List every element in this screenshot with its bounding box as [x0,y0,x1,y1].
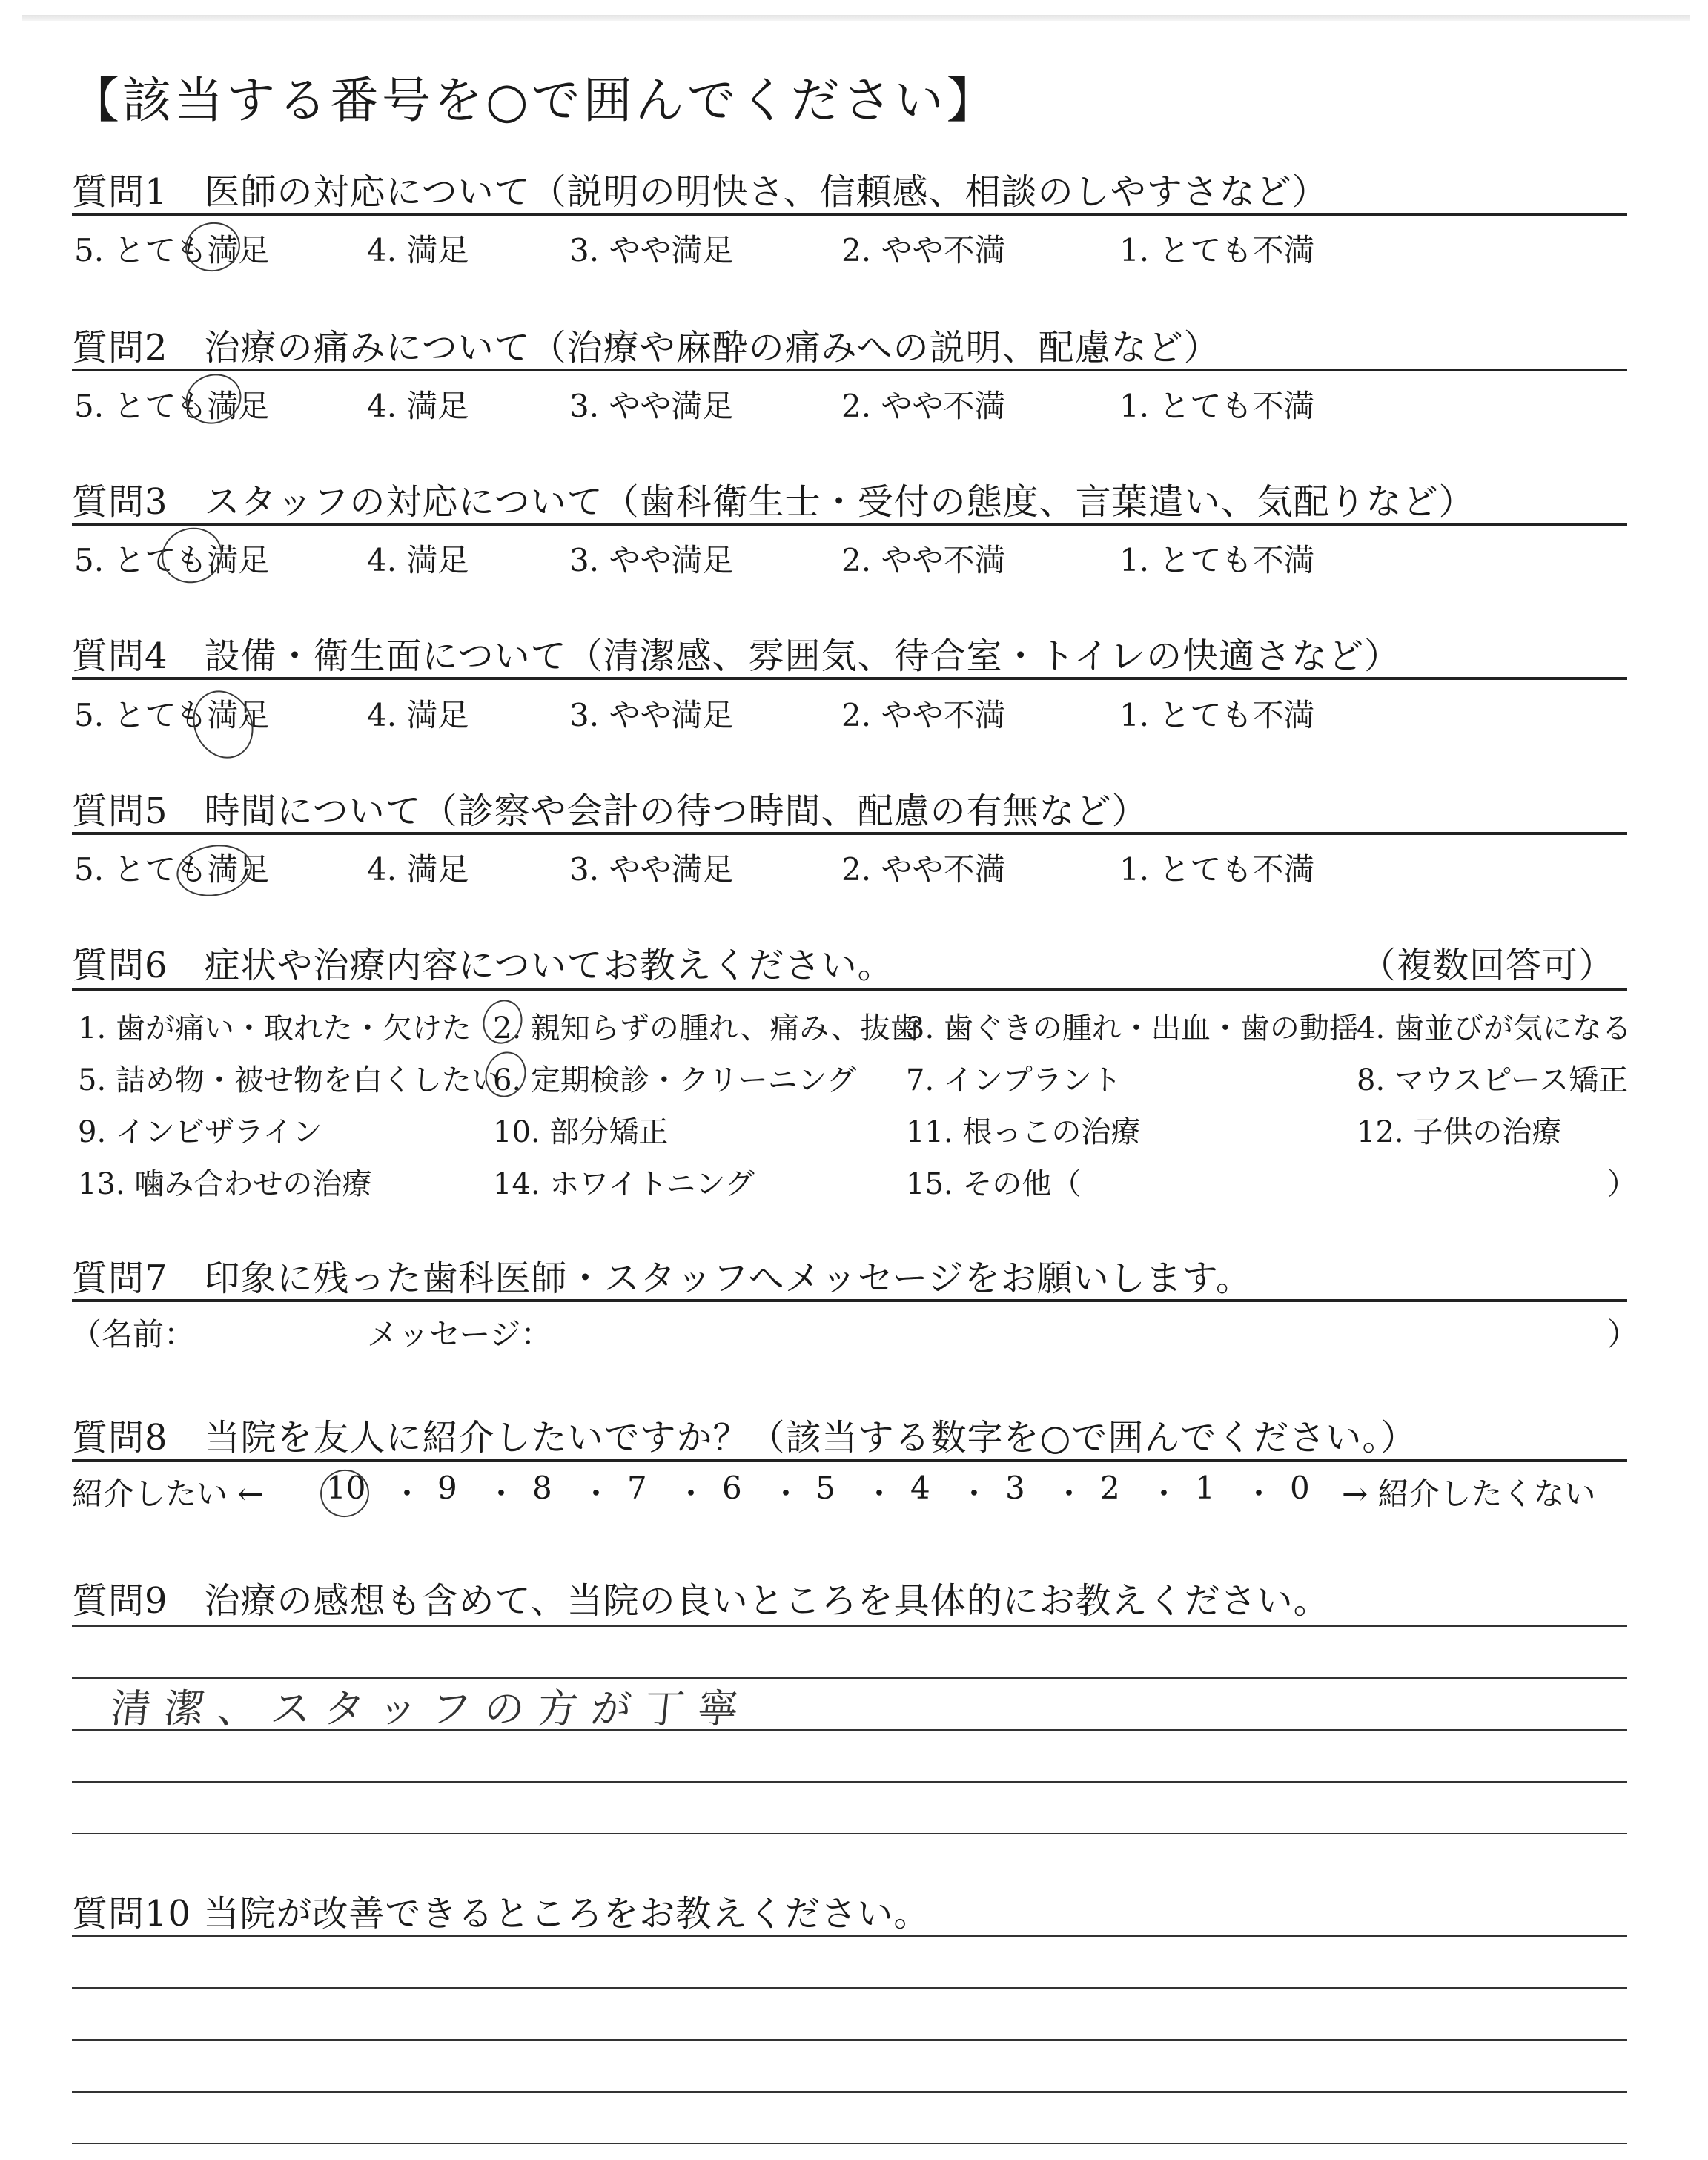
question-9-title: 質問9 治療の感想も含めて、当院の良いところを具体的にお教えください。 [72,1580,1330,1622]
q4-option-3[interactable]: 3. やや満足 [569,697,734,733]
question-7-title: 質問7 印象に残った歯科医師・スタッフへメッセージをお願いします。 [72,1258,1252,1299]
q6-item-13[interactable]: 13. 噛み合わせの治療 [78,1167,372,1201]
q6-item-8[interactable]: 8. マウスピース矯正 [1357,1063,1629,1097]
question-5-rule [72,832,1627,835]
q8-right-label: → 紹介したくない [1342,1476,1596,1512]
q8-sep: ・ [959,1476,990,1512]
q1-option-3[interactable]: 3. やや満足 [569,232,734,268]
q6-item-7[interactable]: 7. インプラント [906,1063,1122,1097]
question-10-title: 質問10 当院が改善できるところをお教えください。 [72,1893,930,1935]
question-8-title: 質問8 当院を友人に紹介したいですか？（該当する数字を○で囲んでください。） [72,1417,1417,1459]
q6-item-1[interactable]: 1. 歯が痛い・取れた・欠けた [78,1011,471,1046]
q8-scale-8[interactable]: 8 [532,1470,552,1506]
q8-sep: ・ [770,1476,802,1512]
q4-option-4[interactable]: 4. 満足 [367,697,469,733]
q2-option-3[interactable]: 3. やや満足 [569,388,734,424]
q5-option-2[interactable]: 2. やや不満 [841,851,1006,888]
q3-option-5[interactable]: 5. とても満足 [74,542,270,578]
question-6-note: （複数回答可） [1360,945,1615,986]
q10-line-1 [72,1935,1627,1937]
q8-scale-9[interactable]: 9 [437,1470,457,1506]
q8-sep: ・ [675,1476,707,1512]
q8-scale-5[interactable]: 5 [815,1470,835,1506]
q5-option-5[interactable]: 5. とても満足 [74,851,270,888]
q3-option-3[interactable]: 3. やや満足 [569,542,734,578]
question-2-rule [72,369,1627,371]
question-3-title: 質問3 スタッフの対応について（歯科衛生士・受付の態度、言葉遣い、気配りなど） [72,481,1475,523]
q1-option-1[interactable]: 1. とても不満 [1119,232,1315,268]
q2-option-4[interactable]: 4. 満足 [367,388,469,424]
q8-scale-7[interactable]: 7 [627,1470,647,1506]
q10-line-2 [72,1987,1627,1989]
q8-scale-10[interactable]: 10 [326,1470,366,1506]
q8-scale-1[interactable]: 1 [1195,1470,1215,1506]
q6-item-4[interactable]: 4. 歯並びが気になる [1357,1011,1632,1046]
q9-line-5 [72,1833,1627,1834]
q1-option-2[interactable]: 2. やや不満 [841,232,1006,268]
q6-item-15-close: ） [1607,1167,1637,1201]
q6-item-9[interactable]: 9. インビザライン [78,1115,322,1149]
question-6-title: 質問6 症状や治療内容についてお教えください。 [72,945,894,986]
q6-item-6[interactable]: 6. 定期検診・クリーニング [493,1063,857,1097]
q4-option-2[interactable]: 2. やや不満 [841,697,1006,733]
q8-scale-2[interactable]: 2 [1100,1470,1120,1506]
q1-option-4[interactable]: 4. 満足 [367,232,469,268]
q6-item-3[interactable]: 3. 歯ぐきの腫れ・出血・歯の動揺 [906,1011,1359,1046]
q2-option-1[interactable]: 1. とても不満 [1119,388,1315,424]
q8-scale-4[interactable]: 4 [910,1470,930,1506]
q8-left-label: 紹介したい ← [72,1476,264,1512]
q1-option-5[interactable]: 5. とても満足 [74,232,270,268]
q10-line-3 [72,2039,1627,2041]
question-5-title: 質問5 時間について（診察や会計の待つ時間、配慮の有無など） [72,790,1148,832]
q3-option-1[interactable]: 1. とても不満 [1119,542,1315,578]
q6-item-14[interactable]: 14. ホワイトニング [493,1167,755,1201]
q4-option-1[interactable]: 1. とても不満 [1119,697,1315,733]
question-4-rule [72,677,1627,680]
question-1-rule [72,213,1627,216]
question-7-rule [72,1299,1627,1302]
question-6-rule [72,988,1627,991]
q5-option-3[interactable]: 3. やや満足 [569,851,734,888]
question-2-title: 質問2 治療の痛みについて（治療や麻酔の痛みへの説明、配慮など） [72,327,1220,369]
q8-scale-3[interactable]: 3 [1005,1470,1025,1506]
q8-sep: ・ [486,1476,517,1512]
question-3-rule [72,523,1627,526]
q7-message-label: メッセージ： [367,1316,552,1353]
q2-option-2[interactable]: 2. やや不満 [841,388,1006,424]
q4-option-5[interactable]: 5. とても満足 [74,697,270,733]
q7-name-label: （名前： [70,1316,196,1353]
q6-item-5[interactable]: 5. 詰め物・被せ物を白くしたい [78,1063,501,1097]
q5-option-1[interactable]: 1. とても不満 [1119,851,1315,888]
q3-option-4[interactable]: 4. 満足 [367,542,469,578]
q8-sep: ・ [1243,1476,1275,1512]
q3-option-2[interactable]: 2. やや不満 [841,542,1006,578]
q8-sep: ・ [580,1476,612,1512]
q7-close-paren: ） [1607,1316,1639,1353]
page-title: 【該当する番号を○で囲んでください】 [70,72,999,129]
q8-scale-0[interactable]: 0 [1290,1470,1310,1506]
q8-sep: ・ [391,1476,423,1512]
q6-item-2[interactable]: 2. 親知らずの腫れ、痛み、抜歯 [493,1011,920,1046]
q5-option-4[interactable]: 4. 満足 [367,851,469,888]
scan-top-edge [22,15,1690,21]
q6-item-11[interactable]: 11. 根っこの治療 [906,1115,1141,1149]
q10-line-4 [72,2091,1627,2093]
question-4-title: 質問4 設備・衛生面について（清潔感、雰囲気、待合室・トイレの快適さなど） [72,635,1401,677]
question-1-title: 質問1 医師の対応について（説明の明快さ、信頼感、相談のしやすさなど） [72,171,1328,213]
q8-sep: ・ [864,1476,896,1512]
q9-line-1 [72,1625,1627,1627]
q8-sep: ・ [1148,1476,1180,1512]
q9-line-4 [72,1781,1627,1783]
q2-option-5[interactable]: 5. とても満足 [74,388,270,424]
q6-item-12[interactable]: 12. 子供の治療 [1357,1115,1562,1149]
q8-scale-6[interactable]: 6 [722,1470,742,1506]
q10-line-5 [72,2143,1627,2144]
q8-sep: ・ [1053,1476,1085,1512]
question-8-rule [72,1459,1627,1462]
q6-item-15[interactable]: 15. その他（ [906,1167,1082,1201]
q9-handwritten-answer[interactable]: 清潔、スタッフの方が丁寧 [108,1685,754,1732]
q6-item-10[interactable]: 10. 部分矯正 [493,1115,669,1149]
